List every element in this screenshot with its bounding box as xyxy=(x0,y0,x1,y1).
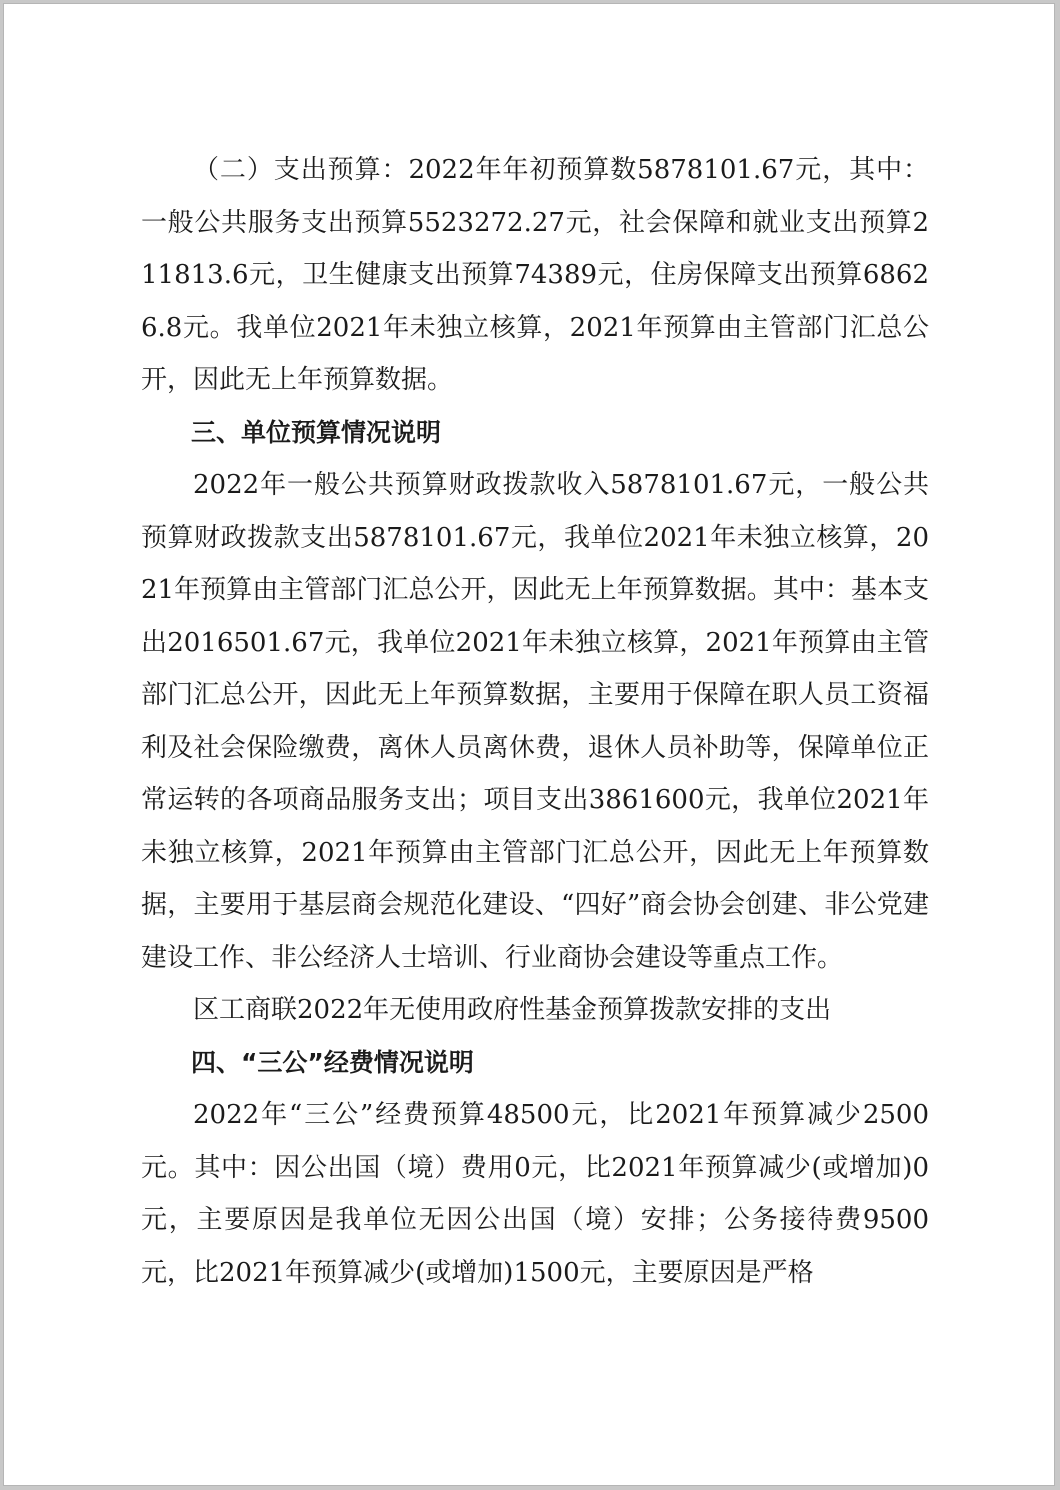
document-body xyxy=(141,144,929,1299)
paragraph-three-public-expenses: 2022年“三公”经费预算48500元，比2021年预算减少2500元。其中：因公出国（境）费用0元，比2021年预算减少(或增加)0元，主要原因是我单位无因公出国（境）安排；公务接待费9500元，比2021年预算减少(或增加)1500元，主要原因是严格 xyxy=(141,1100,929,1288)
document-page xyxy=(3,3,1055,1486)
paragraph-expenditure-budget: （二）支出预算：2022年年初预算数5878101.67元，其中：一般公共服务支出预算5523272.27元，社会保障和就业支出预算211813.6元，卫生健康支出预算74389元，住房保障支出预算68626.8元。我单位2021年未独立核算，2021年预算由主管部门汇总公开，因此无上年预算数据。 xyxy=(141,155,929,395)
section-heading-three-public-expenses: 四、“三公”经费情况说明 xyxy=(191,1047,474,1077)
paragraph-unit-budget: 2022年一般公共预算财政拨款收入5878101.67元，一般公共预算财政拨款支出5878101.67元，我单位2021年未独立核算，2021年预算由主管部门汇总公开，因此无上年预算数据。其中：基本支出2016501.67元，我单位2021年未独立核算，2021年预算由主管部门汇总公开，因此无上年预算数据，主要用于保障在职人员工资福利及社会保险缴费，离休人员离休费，退休人员补助等，保障单位正常运转的各项商品服务支出；项目支出3861600元，我单位2021年未独立核算，2021年预算由主管部门汇总公开，因此无上年预算数据，主要用于基层商会规范化建设、“四好”商会协会创建、非公党建建设工作、非公经济人士培训、行业商协会建设等重点工作。 xyxy=(141,470,929,973)
paragraph-government-fund: 区工商联2022年无使用政府性基金预算拨款安排的支出 xyxy=(193,995,832,1025)
section-heading-unit-budget: 三、单位预算情况说明 xyxy=(191,417,442,447)
